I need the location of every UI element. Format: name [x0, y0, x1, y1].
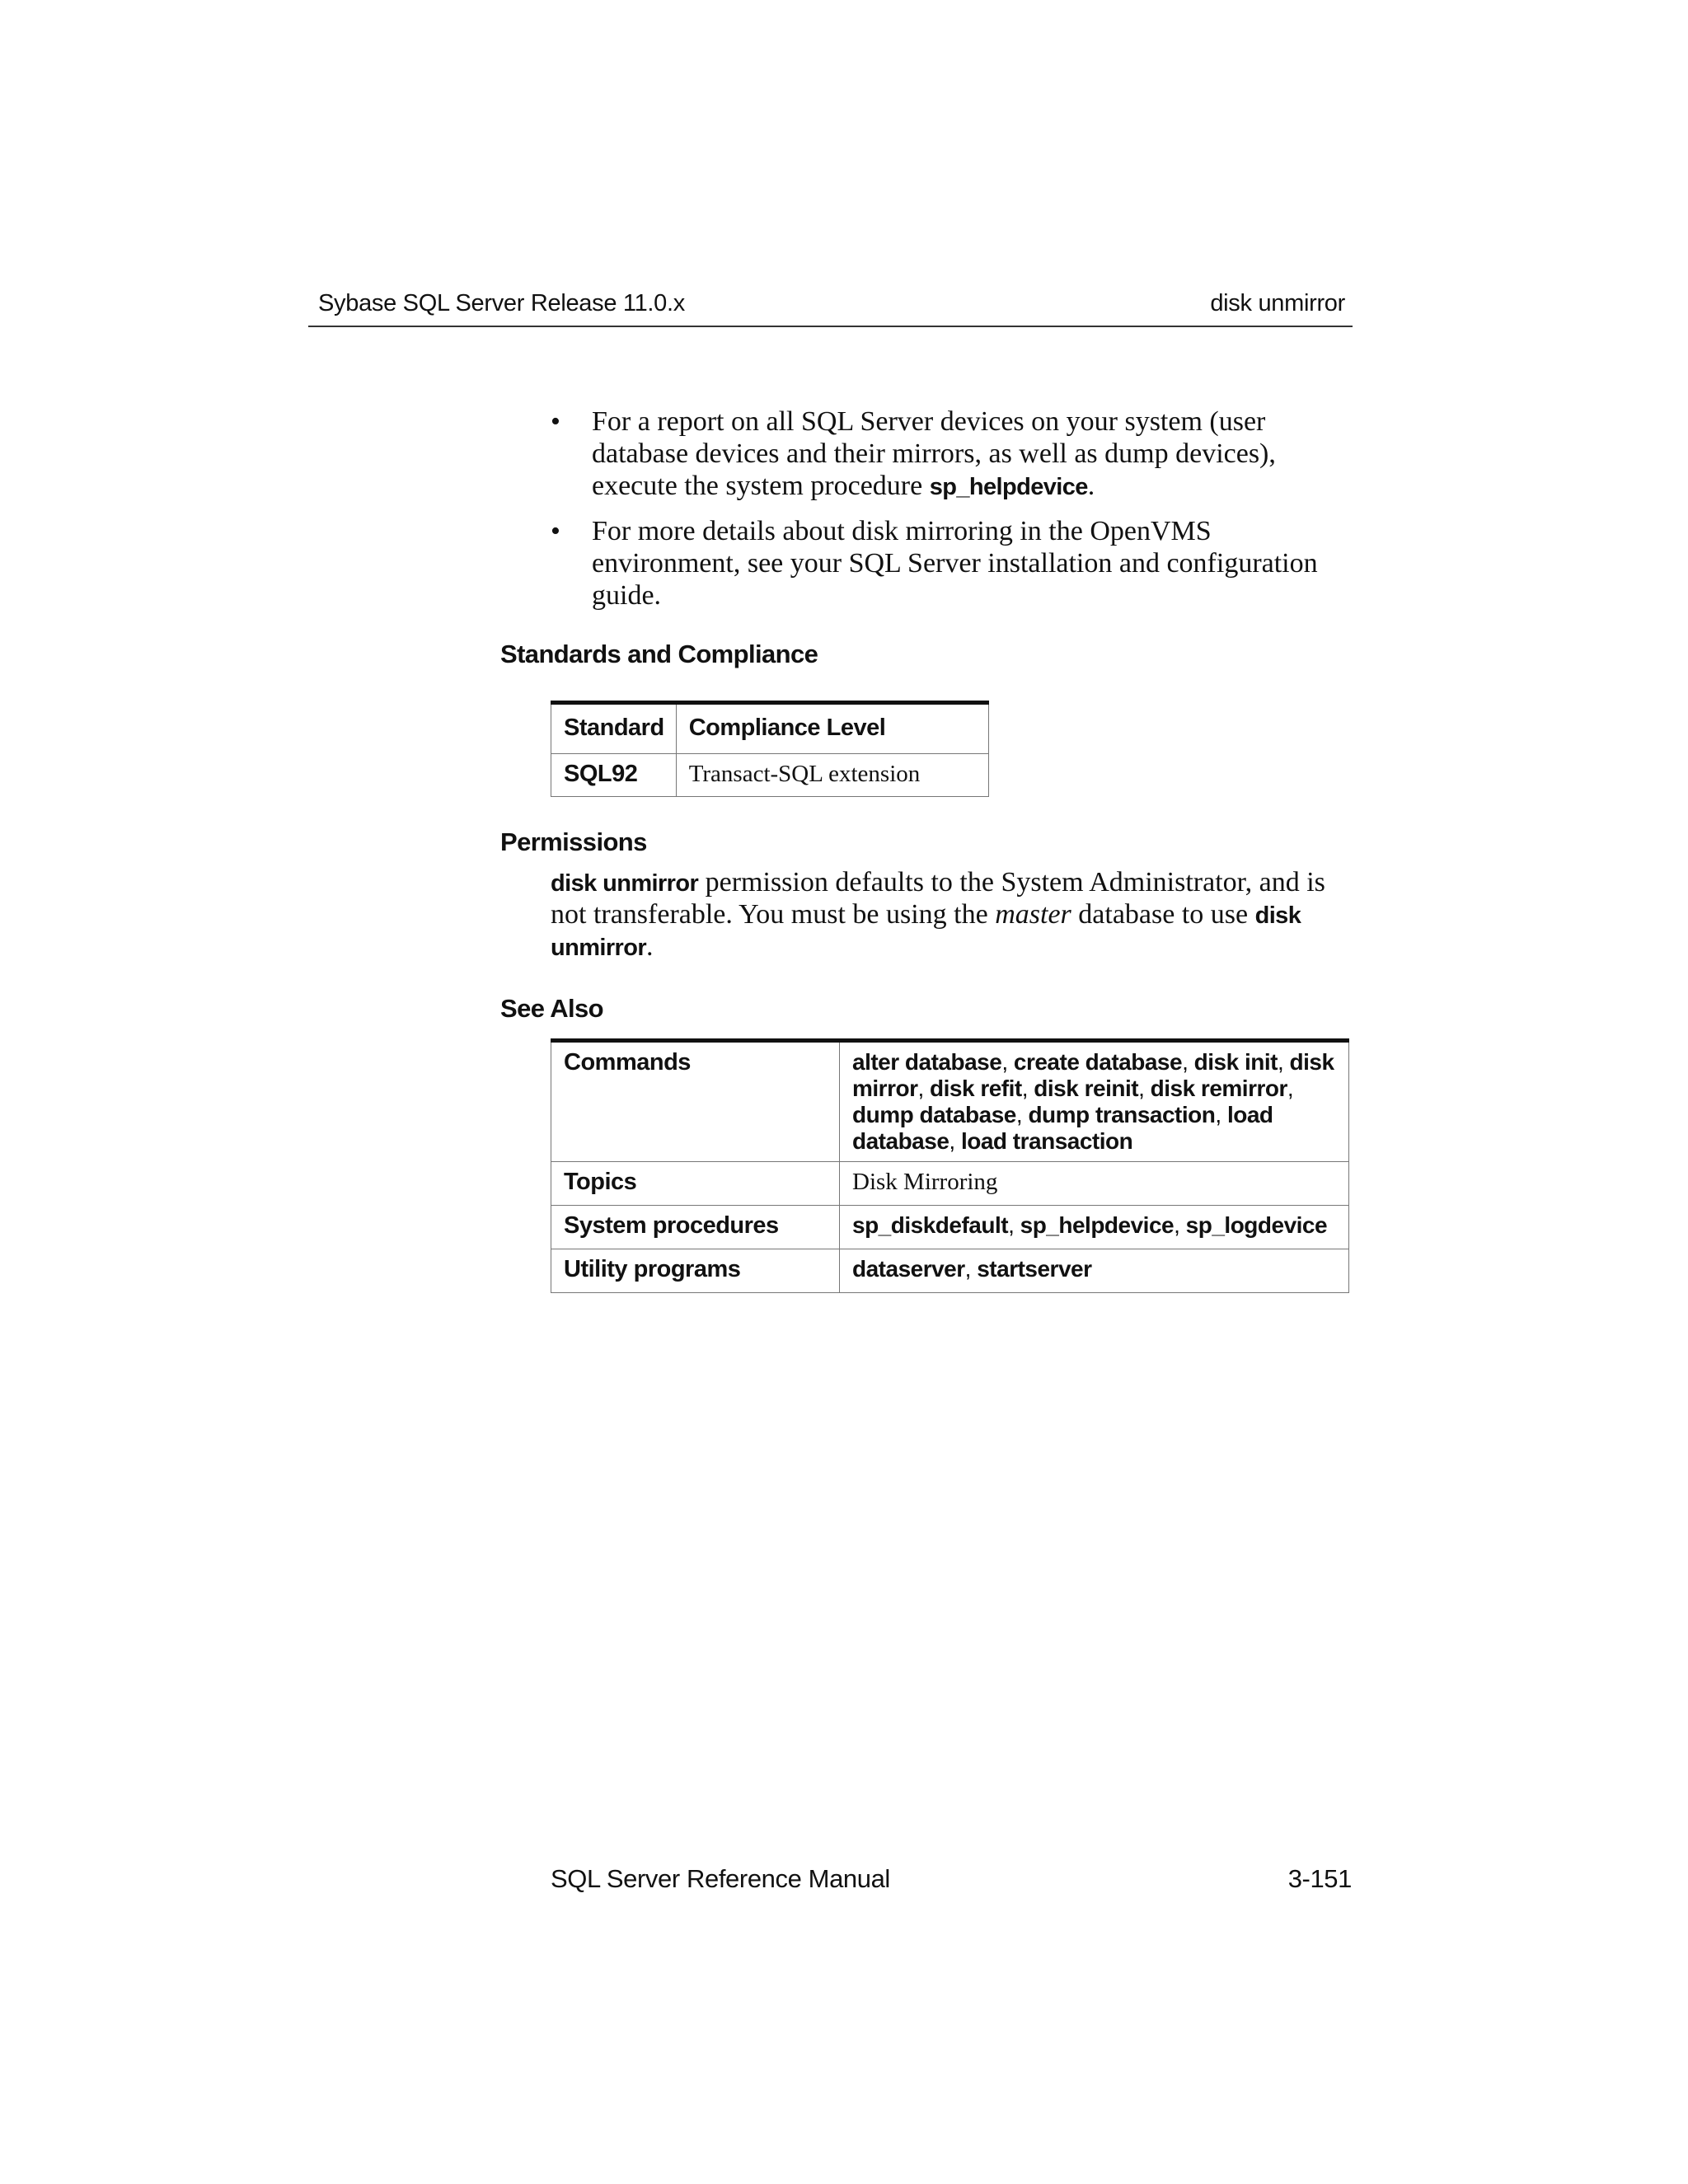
procedure-link: sp_logdevice: [1185, 1212, 1328, 1238]
bullet-text-end: .: [1087, 471, 1095, 501]
running-header: [315, 290, 1352, 326]
table-row: [551, 1206, 1349, 1249]
standard-cell: SQL92: [551, 754, 677, 797]
table-row: [551, 1041, 1349, 1162]
row-label: Utility programs: [551, 1249, 840, 1293]
utility-programs-cell: dataserver, startserver: [840, 1249, 1349, 1293]
commands-cell: alter database, create database, disk init, disk mirror, disk refit, disk reinit, disk remirror, dump database, dump transaction, load database, load transaction: [840, 1041, 1349, 1162]
see-also-table: [551, 1038, 1349, 1293]
table-header-row: [551, 703, 989, 754]
header-section: disk unmirror: [1210, 290, 1345, 316]
utility-link: dataserver: [852, 1256, 965, 1282]
permissions-heading: Permissions: [500, 827, 647, 856]
table-row: [551, 754, 989, 797]
command-link: dump database: [852, 1102, 1016, 1127]
standards-heading: Standards and Compliance: [500, 640, 818, 668]
command-link: load database: [852, 1102, 1273, 1154]
header-title: Sybase SQL Server Release 11.0.x: [318, 290, 685, 316]
bullet-text: For a report on all SQL Server devices on your system (user database devices and their mirrors, as well as dump devices), execute the system procedure: [592, 406, 1276, 501]
list-item: [551, 405, 1358, 504]
compliance-level-cell: Transact-SQL extension: [676, 754, 988, 797]
database-name: master: [995, 899, 1071, 930]
command-link: disk mirror: [852, 1049, 1334, 1101]
permissions-text: database to use: [1071, 899, 1255, 930]
see-also-heading: See Also: [500, 994, 603, 1023]
command-link: create database: [1013, 1049, 1183, 1075]
standards-table: [551, 701, 989, 797]
permissions-text: permission defaults to the System Administrator, and is not transferable. You must be using the: [551, 867, 1325, 930]
command-link: disk init: [1193, 1049, 1278, 1075]
bullet-code: sp_helpdevice: [929, 474, 1088, 500]
table-row: [551, 1249, 1349, 1293]
command-name: disk unmirror: [551, 870, 699, 897]
row-label: Commands: [551, 1041, 840, 1162]
row-label: Topics: [551, 1162, 840, 1206]
topics-cell: Disk Mirroring: [840, 1162, 1349, 1206]
command-link: disk remirror: [1150, 1076, 1287, 1101]
footer-title: SQL Server Reference Manual: [551, 1864, 890, 1893]
bullet-text: For more details about disk mirroring in the OpenVMS environment, see your SQL Server installation and configuration guide.: [592, 516, 1318, 611]
notes-list: [551, 405, 1358, 623]
row-label: System procedures: [551, 1206, 840, 1249]
bullet-icon: •: [551, 406, 560, 437]
running-footer: [551, 1864, 1352, 1897]
permissions-paragraph: [551, 867, 1358, 963]
bullet-icon: •: [551, 516, 560, 546]
column-header: Standard: [551, 703, 677, 754]
command-link: disk refit: [930, 1076, 1022, 1101]
procedure-link: sp_diskdefault: [852, 1212, 1009, 1238]
system-procedures-cell: sp_diskdefault, sp_helpdevice, sp_logdevice: [840, 1206, 1349, 1249]
permissions-text: .: [646, 931, 654, 962]
command-link: load transaction: [960, 1128, 1133, 1154]
page-number: 3-151: [1287, 1864, 1352, 1893]
command-name: disk unmirror: [551, 902, 1301, 961]
list-item: [551, 515, 1358, 612]
utility-link: startserver: [977, 1256, 1092, 1282]
table-row: [551, 1162, 1349, 1206]
command-link: dump transaction: [1028, 1102, 1216, 1127]
procedure-link: sp_helpdevice: [1020, 1212, 1175, 1238]
command-link: disk reinit: [1034, 1076, 1139, 1101]
command-link: alter database: [852, 1049, 1002, 1075]
column-header: Compliance Level: [676, 703, 988, 754]
header-rule: [308, 326, 1353, 327]
